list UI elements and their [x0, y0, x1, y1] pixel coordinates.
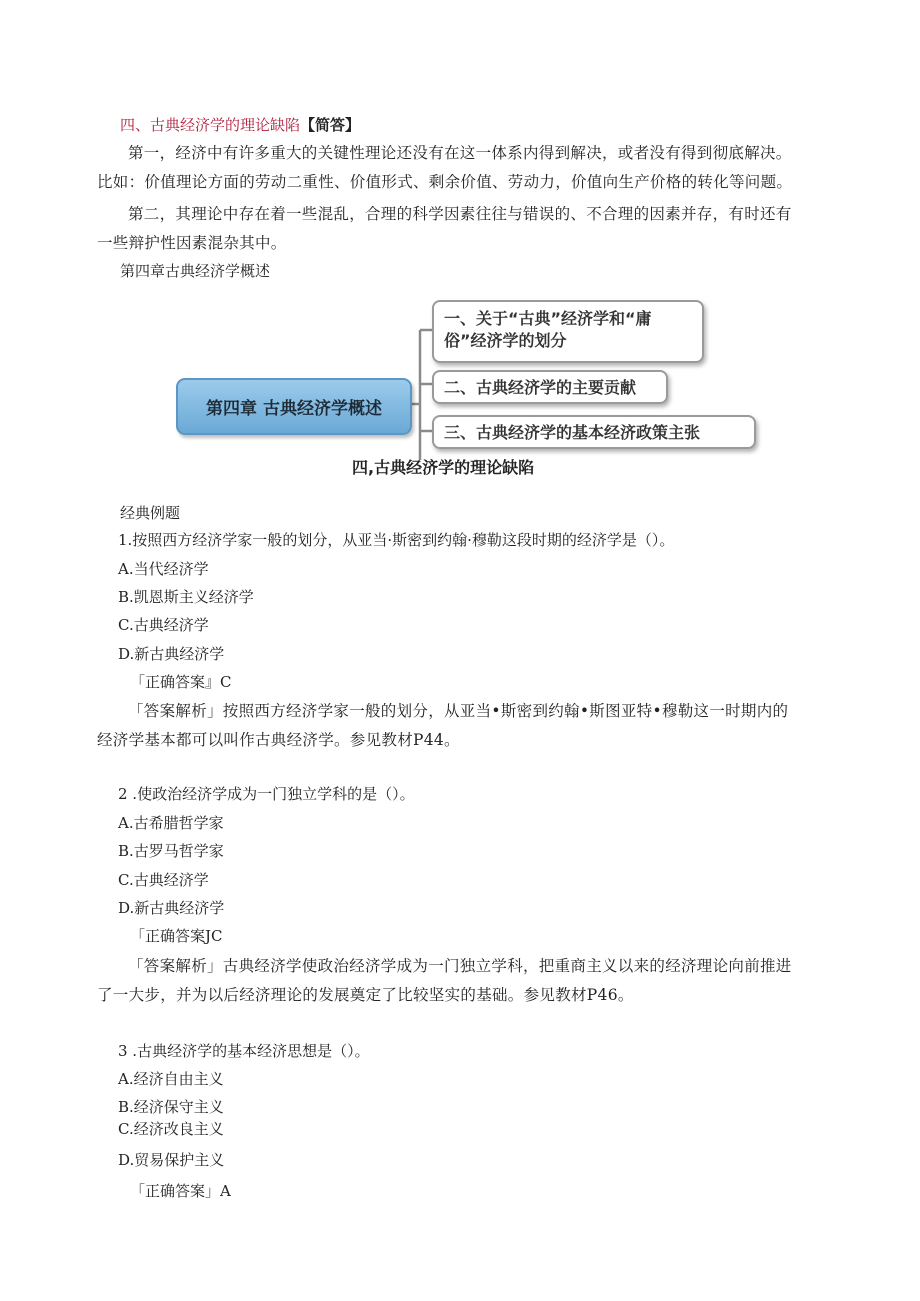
examples-title: 经典例题	[120, 504, 181, 522]
option-d: D.贸易保护主义	[118, 1151, 225, 1169]
option-b: B.经济保守主义	[118, 1098, 224, 1116]
answer-analysis: 「答案解析」按照西方经济学家一般的划分，从亚当•斯密到约翰•斯图亚特•穆勒这一时期内的经济学基本都可以叫作古典经济学。参见教材P44。	[97, 702, 789, 749]
option-a: A.当代经济学	[118, 560, 209, 578]
paragraph-1: 第一，经济中有许多重大的关键性理论还没有在这一体系内得到解决，或者没有得到彻底解决。比如：价值理论方面的劳动二重性、价值形式、剩余价值、劳动力，价值向生产价格的转化等问题。	[97, 144, 793, 191]
answer-analysis: 「答案解析」古典经济学使政治经济学成为一门独立学科，把重商主义以来的经济理论向前推进了一大步，并为以后经济理论的发展奠定了比较坚实的基础。参见教材P46。	[97, 957, 792, 1004]
option-c: C.古典经济学	[118, 871, 209, 889]
correct-answer: 「正确答案』C	[130, 673, 232, 691]
question-stem: 3 .古典经济学的基本经济思想是（）。	[118, 1042, 370, 1060]
option-b: B.古罗马哲学家	[118, 842, 224, 860]
correct-answer: 「正确答案JC	[130, 927, 223, 945]
option-a: A.经济自由主义	[118, 1070, 224, 1088]
paragraph-2: 第二，其理论中存在着一些混乱，合理的科学因素往往与错误的、不合理的因素并存，有时还有一些辩护性因素混杂其中。	[97, 205, 792, 252]
mindmap-root: 第四章 古典经济学概述	[176, 378, 412, 435]
mindmap-branch-3: 三、古典经济学的基本经济政策主张	[432, 415, 756, 449]
option-a: A.古希腊哲学家	[118, 814, 224, 832]
option-b: B.凯恩斯主义经济学	[118, 588, 254, 606]
chapter-label: 第四章古典经济学概述	[120, 262, 271, 280]
question-stem: 1.按照西方经济学家一般的划分，从亚当·斯密到约翰·穆勒这段时期的经济学是（）。	[118, 531, 675, 549]
mindmap-branch-1: 一、关于“古典”经济学和“庸俗”经济学的划分	[432, 300, 704, 363]
section-heading	[120, 114, 360, 135]
correct-answer: 「正确答案」A	[130, 1182, 231, 1200]
section-heading-title: 四、古典经济学的理论缺陷	[120, 116, 301, 134]
mindmap-caption: 四,古典经济学的理论缺陷	[352, 458, 535, 477]
option-d: D.新古典经济学	[118, 645, 225, 663]
option-d: D.新古典经济学	[118, 899, 225, 917]
option-c: C.经济改良主义	[118, 1120, 224, 1138]
mindmap-branch-2: 二、古典经济学的主要贡献	[432, 370, 668, 404]
option-c: C.古典经济学	[118, 616, 209, 634]
section-heading-tag: 【简答】	[300, 116, 361, 134]
question-stem: 2 .使政治经济学成为一门独立学科的是（）。	[118, 785, 415, 803]
